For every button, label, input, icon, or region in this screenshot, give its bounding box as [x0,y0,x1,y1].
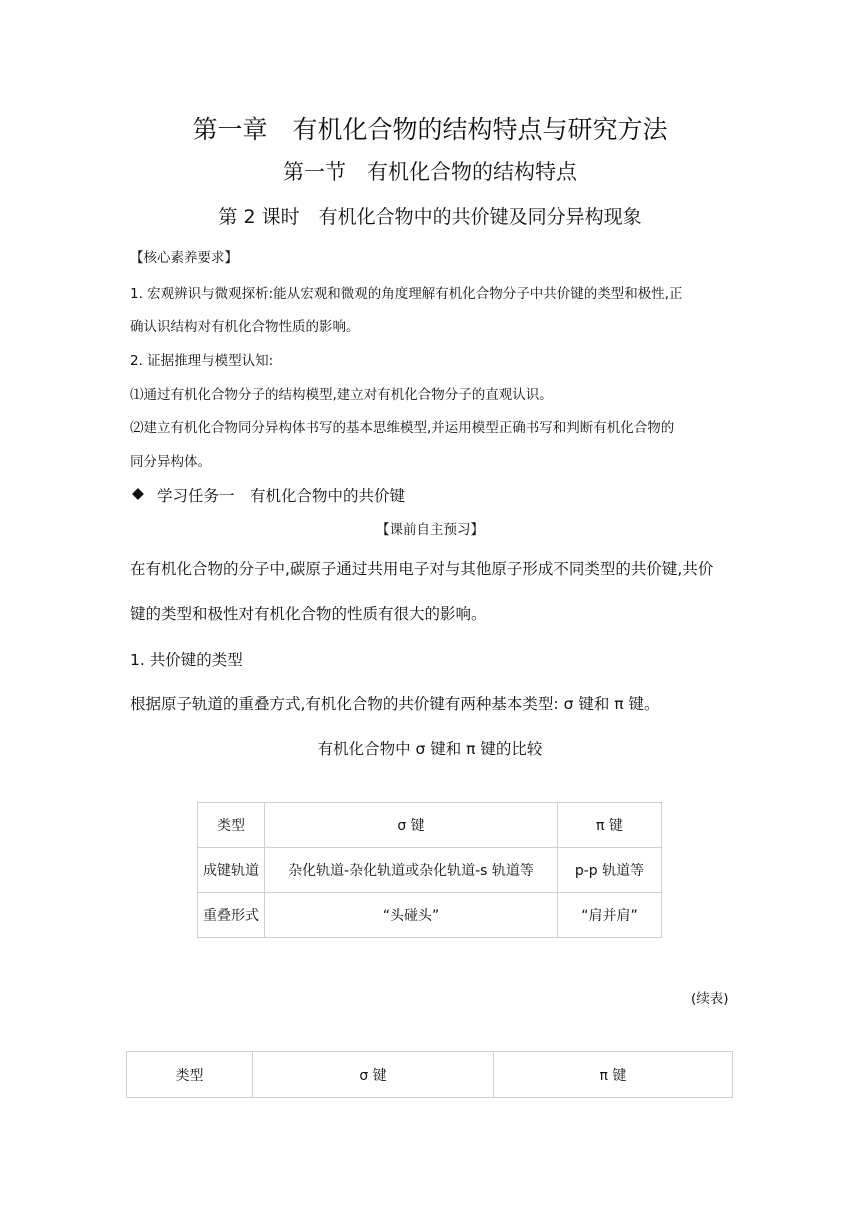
header-cell-type: 类型 [127,1052,253,1098]
intro-paragraph-line-1: 在有机化合物的分子中,碳原子通过共用电子对与其他原子形成不同类型的共价键,共价 [130,560,714,578]
row-label-orbitals: 成键轨道 [198,848,265,893]
intro-paragraph-line-2: 键的类型和极性对有机化合物的性质有很大的影响。 [130,605,487,623]
continued-table [126,1051,733,1098]
requirement-item-2-sub-2-line-1: ⑵建立有机化合物同分异构体书写的基本思维模型,并运用模型正确书写和判断有机化合物的 [130,420,675,436]
requirement-item-2-sub-1: ⑴通过有机化合物分子的结构模型,建立对有机化合物分子的直观认识。 [130,387,553,403]
table-row [198,893,662,938]
lesson-title: 第 2 课时 有机化合物中的共价键及同分异构现象 [218,206,642,228]
table-header-row [198,803,662,848]
header-cell-sigma: σ 键 [265,803,558,848]
chapter-title: 第一章 有机化合物的结构特点与研究方法 [192,115,668,144]
header-cell-pi: π 键 [494,1052,733,1098]
cell-pi-orbitals: p-p 轨道等 [558,848,662,893]
cell-pi-overlap: “肩并肩” [558,893,662,938]
learning-task-title: 学习任务一 有机化合物中的共价键 [157,487,406,505]
header-cell-pi: π 键 [558,803,662,848]
table-row [198,848,662,893]
requirement-item-1-line-2: 确认识结构对有机化合物性质的影响。 [130,319,360,335]
requirement-item-2: 2. 证据推理与模型认知: [130,353,274,369]
header-cell-type: 类型 [198,803,265,848]
requirement-item-1-line-1: 1. 宏观辨识与微观探析:能从宏观和微观的角度理解有机化合物分子中共价键的类型和极性,正 [130,286,683,302]
table-caption: 有机化合物中 σ 键和 π 键的比较 [317,740,543,758]
continued-label: (续表) [691,991,729,1007]
requirement-item-2-sub-2-line-2: 同分异构体。 [130,454,211,470]
cell-sigma-orbitals: 杂化轨道-杂化轨道或杂化轨道-s 轨道等 [265,848,558,893]
subheading-bond-types: 1. 共价键的类型 [130,651,243,669]
sigma-pi-comparison-table [197,802,662,938]
cell-sigma-overlap: “头碰头” [265,893,558,938]
diamond-bullet-icon: ◆ [132,484,144,502]
section-title: 第一节 有机化合物的结构特点 [283,160,577,184]
bond-types-paragraph: 根据原子轨道的重叠方式,有机化合物的共价键有两种基本类型: σ 键和 π 键。 [130,695,660,713]
preview-heading: 【课前自主预习】 [376,522,484,538]
core-literacy-heading: 【核心素养要求】 [130,250,238,266]
header-cell-sigma: σ 键 [253,1052,494,1098]
row-label-overlap: 重叠形式 [198,893,265,938]
table-header-row [127,1052,733,1098]
